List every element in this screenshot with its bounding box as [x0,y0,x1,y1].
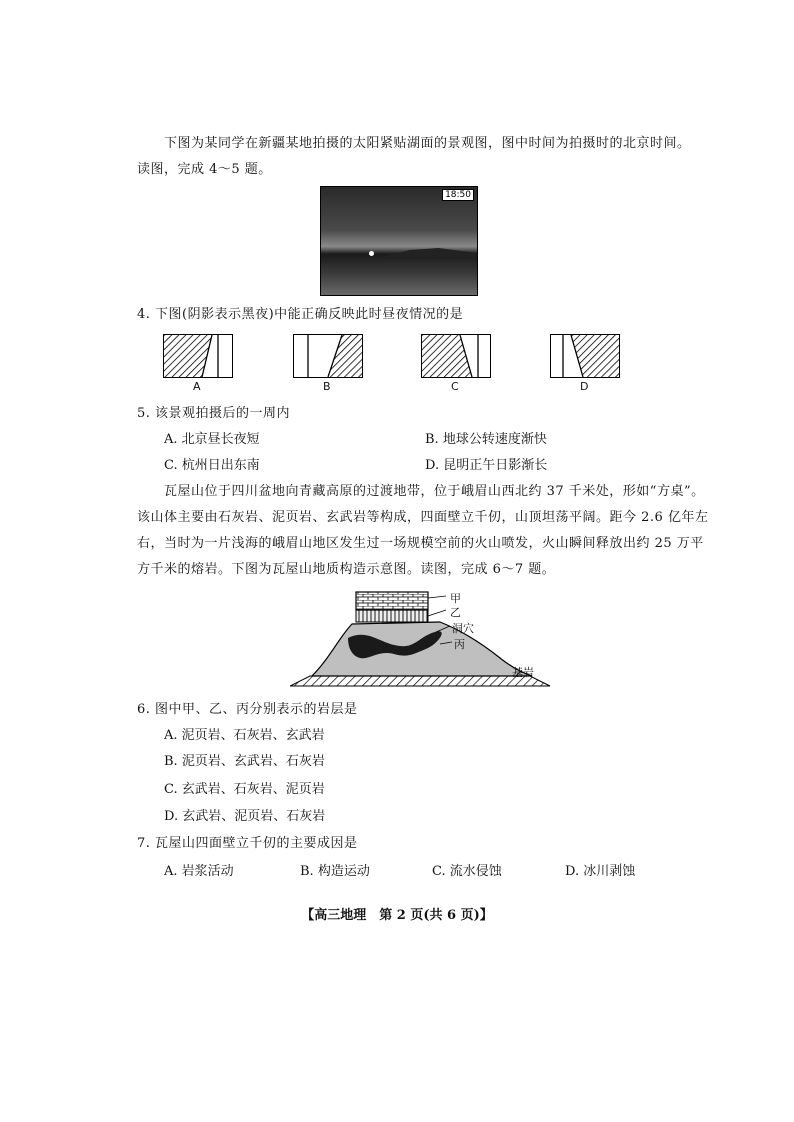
q6-option-b: B. 泥页岩、玄武岩、石灰岩 [164,754,325,769]
label-bedrock: 基岩 [512,666,534,679]
q7-option-b: B. 构造运动 [300,864,370,879]
q4-label-d: D [580,380,589,393]
diagram-c-svg [422,335,490,377]
intro1-line2: 读图，完成 4～5 题。 [137,162,272,177]
q5-option-d: D. 昆明正午日影渐长 [425,458,548,473]
q7-option-d: D. 冰川剥蚀 [565,864,636,879]
q5-option-c: C. 杭州日出东南 [164,458,260,473]
layer-yi [356,610,428,622]
diagram-d-svg [551,335,619,377]
q4-label-c: C [451,380,459,393]
q4-diagram-a [163,334,233,378]
label-yi: 乙 [450,606,461,619]
lake-sunset-photo [320,186,478,296]
intro1-line1: 下图为某同学在新疆某地拍摄的太阳紧贴湖面的景观图，图中时间为拍摄时的北京时间。 [164,136,691,151]
distant-mountain [381,247,477,257]
layer-jia [356,592,428,610]
q7-option-a: A. 岩浆活动 [164,864,234,879]
q4-diagram-d [550,334,620,378]
label-jia: 甲 [450,592,461,605]
q6-option-a: A. 泥页岩、石灰岩、玄武岩 [164,728,325,743]
page-footer: 【高三地理 第 2 页(共 6 页)】 [301,908,493,923]
photo-timestamp: 18:50 [442,189,474,201]
label-cave: 洞穴 [452,622,474,635]
diagram-a-svg [164,335,232,377]
intro2-line1: 瓦屋山位于四川盆地向青藏高原的过渡地带，位于峨眉山西北约 37 千米处，形如“方桌”。 [164,484,705,499]
q7-stem: 7. 瓦屋山四面壁立千仞的主要成因是 [137,836,358,851]
q7-option-c: C. 流水侵蚀 [432,864,502,879]
q4-stem: 4. 下图(阴影表示黑夜)中能正确反映此时昼夜情况的是 [137,307,464,322]
intro2-line3: 右，当时为一片浅海的峨眉山地区发生过一场规模空前的火山喷发，火山瞬间释放出约 25 万平 [137,536,704,551]
q4-diagram-c [421,334,491,378]
intro2-line4: 方千米的熔岩。下图为瓦屋山地质构造示意图。读图，完成 6～7 题。 [137,562,556,577]
q6-stem: 6. 图中甲、乙、丙分别表示的岩层是 [137,702,358,717]
intro2-line2: 该山体主要由石灰岩、泥页岩、玄武岩等构成，四面壁立千仞，山顶坦荡平阔。距今 2.6 亿年左 [137,510,709,525]
q4-diagram-b [293,334,363,378]
q4-label-a: A [193,380,201,393]
q5-option-b: B. 地球公转速度渐快 [425,432,547,447]
q6-option-c: C. 玄武岩、石灰岩、泥页岩 [164,782,325,797]
sun-glow [369,251,374,256]
label-bing: 丙 [454,638,465,651]
q4-label-b: B [323,380,331,393]
q5-option-a: A. 北京昼长夜短 [164,432,260,447]
diagram-b-svg [294,335,362,377]
q6-option-d: D. 玄武岩、泥页岩、石灰岩 [164,809,326,824]
bedrock-layer [290,676,550,686]
q5-stem: 5. 该景观拍摄后的一周内 [137,406,291,421]
